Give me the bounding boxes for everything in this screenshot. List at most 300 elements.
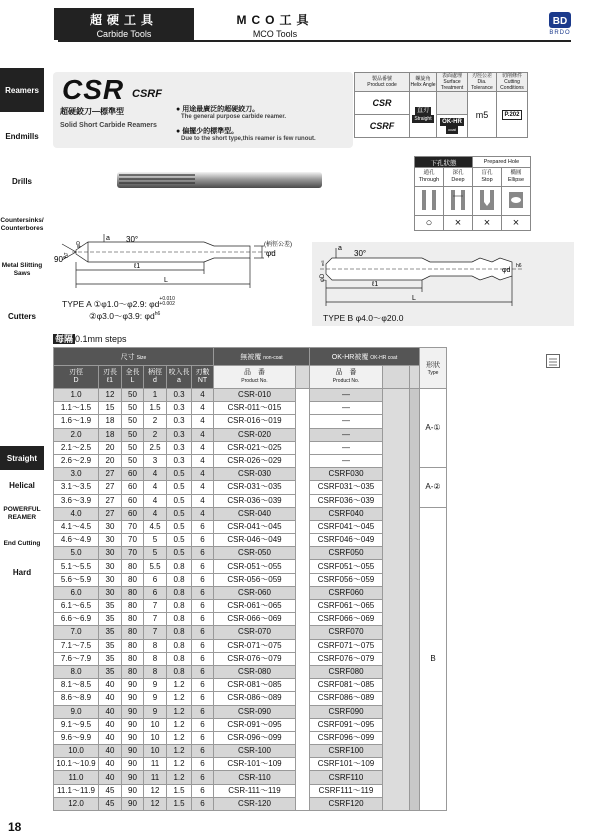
- cell-d: 4.5: [144, 520, 167, 533]
- cell-okhr-product: CSRF100: [310, 745, 383, 758]
- cell-okhr-product: —: [310, 415, 383, 428]
- reamer-photo: [115, 160, 325, 200]
- cell-nt: 4: [192, 389, 214, 402]
- cell-nt: 6: [192, 600, 214, 613]
- col-header-nt: 刃數 NT: [192, 366, 214, 389]
- cell-l: 70: [122, 520, 144, 533]
- okhr-header: OK-HR被覆 OK-HR coat: [310, 348, 420, 366]
- cell-d: 4: [144, 507, 167, 520]
- svg-text:h7: h7: [64, 252, 70, 258]
- tab-carbide-tools-en: Carbide Tools: [96, 29, 152, 39]
- sidebar-item-hard[interactable]: Hard: [12, 567, 32, 577]
- col-header-d: 柄徑 d: [144, 366, 167, 389]
- cell-d: 5.0: [54, 547, 99, 560]
- svg-text:φd: φd: [502, 267, 511, 274]
- cell-noncoat-product: CSR-076～079: [214, 652, 296, 665]
- cell-okhr-product: CSRF076～079: [310, 652, 383, 665]
- tab-mco-tools[interactable]: [200, 8, 350, 40]
- cell-a: 0.3: [167, 454, 192, 467]
- spec-header-code: 製品番號 Product code: [355, 73, 410, 92]
- cell-d: 1.1～1.5: [54, 402, 99, 415]
- cell-d: 8.0: [54, 665, 99, 678]
- cell-d: 7.1～7.5: [54, 639, 99, 652]
- brand-logo-icon: [548, 10, 572, 30]
- sidebar-item-slitting-saws[interactable]: Metal Slitting Saws: [1, 262, 43, 277]
- cell-d: 3.6～3.9: [54, 494, 99, 507]
- cell-noncoat-product: CSR-031～035: [214, 481, 296, 494]
- cell-l: 60: [122, 468, 144, 481]
- cell-a: 0.8: [167, 560, 192, 573]
- cell-l: 90: [122, 745, 144, 758]
- cell-noncoat-product: CSR-090: [214, 705, 296, 718]
- cell-a: 1.2: [167, 731, 192, 744]
- tab-carbide-tools-zh: 超硬工具: [89, 13, 158, 27]
- cell-noncoat-product: CSR-101～109: [214, 758, 296, 771]
- cell-okhr-product: CSRF066～069: [310, 613, 383, 626]
- cell-l1: 45: [99, 797, 122, 810]
- cell-a: 0.5: [167, 534, 192, 547]
- cell-a: 0.3: [167, 389, 192, 402]
- cell-okhr-product: CSRF110: [310, 771, 383, 784]
- cell-d: 1.6～1.9: [54, 415, 99, 428]
- cell-l1: 30: [99, 573, 122, 586]
- sidebar-item-reamers[interactable]: Reamers: [0, 68, 44, 112]
- cell-noncoat-product: CSR-110: [214, 771, 296, 784]
- cell-noncoat-product: CSR-030: [214, 468, 296, 481]
- cell-l: 80: [122, 626, 144, 639]
- brand-logo-text: BRDO: [549, 30, 571, 36]
- cell-l: 80: [122, 560, 144, 573]
- cell-l1: 35: [99, 626, 122, 639]
- product-title-zh: 超硬鉸刀—標準型: [60, 107, 124, 116]
- cell-d: 10: [144, 718, 167, 731]
- cell-noncoat-product: CSR-036～039: [214, 494, 296, 507]
- cell-l1: 40: [99, 758, 122, 771]
- cell-d: 12.0: [54, 797, 99, 810]
- cell-noncoat-product: CSR-096～099: [214, 731, 296, 744]
- hole-col-ellipse: 橢圓 Ellipse: [502, 168, 531, 187]
- cell-d: 7: [144, 613, 167, 626]
- cell-a: 0.5: [167, 468, 192, 481]
- cell-d: 2.6～2.9: [54, 454, 99, 467]
- cell-l: 50: [122, 428, 144, 441]
- svg-text:30°: 30°: [354, 249, 367, 258]
- svg-text:L: L: [164, 277, 168, 284]
- sidebar-item-helical[interactable]: Helical: [9, 480, 35, 490]
- cell-nt: 6: [192, 573, 214, 586]
- cell-a: 0.8: [167, 652, 192, 665]
- col-header-okhr-gap2: [410, 366, 420, 389]
- cell-l1: 15: [99, 402, 122, 415]
- cell-okhr-product: —: [310, 441, 383, 454]
- cell-d: 1.0: [54, 389, 99, 402]
- cell-okhr-product: CSRF061～065: [310, 600, 383, 613]
- cell-d: 4.6～4.9: [54, 534, 99, 547]
- svg-text:φD: φD: [320, 273, 326, 282]
- cell-l1: 40: [99, 679, 122, 692]
- cell-l1: 45: [99, 784, 122, 797]
- cell-okhr-product: —: [310, 389, 383, 402]
- cell-d: 10.1～10.9: [54, 758, 99, 771]
- deep-hole-icon: [444, 187, 473, 216]
- product-table: [53, 347, 447, 811]
- cell-okhr-product: CSRF036～039: [310, 494, 383, 507]
- drawing-type-a: [54, 232, 304, 298]
- cell-a: 1.5: [167, 784, 192, 797]
- cell-okhr-product: CSRF056～059: [310, 573, 383, 586]
- cell-d: 2: [144, 428, 167, 441]
- cell-d: 10: [144, 731, 167, 744]
- spec-surface-empty: [437, 92, 468, 115]
- col-header-noncoat-product: 品 番 Product No.: [214, 366, 296, 389]
- cell-l1: 30: [99, 586, 122, 599]
- cell-nt: 4: [192, 454, 214, 467]
- cell-d: 11: [144, 758, 167, 771]
- cell-l: 90: [122, 797, 144, 810]
- cell-noncoat-product: CSR-111～119: [214, 784, 296, 797]
- cell-d: 10: [144, 745, 167, 758]
- cell-nt: 6: [192, 692, 214, 705]
- cell-type: A-①: [420, 389, 447, 468]
- svg-text:ℓ1: ℓ1: [372, 281, 379, 288]
- cell-a: 0.8: [167, 665, 192, 678]
- feature-2: ● 偏擺少的標準型。 Due to the short type,this reamer is few runout.: [176, 128, 316, 142]
- cell-noncoat-product: CSR-016～019: [214, 415, 296, 428]
- cell-noncoat-product: CSR-010: [214, 389, 296, 402]
- cell-d: 2.5: [144, 441, 167, 454]
- cell-d: 2.0: [54, 428, 99, 441]
- cell-noncoat-product: CSR-046～049: [214, 534, 296, 547]
- cell-l1: 27: [99, 481, 122, 494]
- cell-noncoat-product: CSR-071～075: [214, 639, 296, 652]
- cell-noncoat-product: CSR-081～085: [214, 679, 296, 692]
- cell-okhr-product: CSRF090: [310, 705, 383, 718]
- col-header-a: 咬入長 a: [167, 366, 192, 389]
- cell-nt: 6: [192, 718, 214, 731]
- cell-l: 90: [122, 679, 144, 692]
- sidebar-item-countersinks[interactable]: Countersinks/ Counterbores: [0, 217, 44, 232]
- cell-d: 3: [144, 454, 167, 467]
- svg-text:m5: m5: [320, 260, 325, 266]
- cell-nt: 4: [192, 428, 214, 441]
- cell-okhr-product: —: [310, 428, 383, 441]
- cell-d: 7.6～7.9: [54, 652, 99, 665]
- cell-nt: 6: [192, 665, 214, 678]
- cell-nt: 6: [192, 560, 214, 573]
- cell-noncoat-product: CSR-056～059: [214, 573, 296, 586]
- cell-l: 90: [122, 784, 144, 797]
- cell-okhr-product: CSRF101～109: [310, 758, 383, 771]
- cell-a: 0.5: [167, 481, 192, 494]
- sidebar-item-cutters[interactable]: Cutters: [7, 311, 36, 321]
- cell-l: 90: [122, 718, 144, 731]
- cell-l1: 35: [99, 600, 122, 613]
- tab-carbide-tools[interactable]: [54, 8, 194, 40]
- cell-l: 70: [122, 534, 144, 547]
- hole-title-zh: 下孔狀態: [415, 157, 473, 168]
- cell-d: 11.0: [54, 771, 99, 784]
- spec-code-csrf: CSRF: [355, 115, 410, 138]
- cell-l: 50: [122, 402, 144, 415]
- cell-nt: 6: [192, 586, 214, 599]
- cell-noncoat-product: CSR-011～015: [214, 402, 296, 415]
- cell-l: 50: [122, 441, 144, 454]
- cell-a: 1.2: [167, 771, 192, 784]
- feature-1: ● 用途最廣泛的超硬絞刀。 The general purpose carbide reamer.: [176, 106, 287, 120]
- cell-okhr-product: CSRF091～095: [310, 718, 383, 731]
- spec-header-cutting: 切削條件 Cutting Conditions: [497, 73, 528, 92]
- cell-d: 10.0: [54, 745, 99, 758]
- cell-l1: 35: [99, 652, 122, 665]
- cell-nt: 4: [192, 441, 214, 454]
- tab-mco-tools-en: MCO Tools: [252, 29, 298, 39]
- cell-d: 9: [144, 679, 167, 692]
- col-header-noncoat-gap: [296, 366, 310, 389]
- spec-header-tolerance: 刃徑公差 Dia. Tolerance: [468, 73, 497, 92]
- sidebar-item-powerful-reamer[interactable]: POWERFUL REAMER: [3, 506, 41, 521]
- cell-okhr-product: —: [310, 454, 383, 467]
- cell-noncoat-product: CSR-100: [214, 745, 296, 758]
- col-header-l1: 刃長 ℓ1: [99, 366, 122, 389]
- cell-d: 8: [144, 652, 167, 665]
- cell-a: 1.2: [167, 758, 192, 771]
- cell-okhr-product: CSRF071～075: [310, 639, 383, 652]
- cell-a: 1.2: [167, 718, 192, 731]
- cell-nt: 6: [192, 613, 214, 626]
- tab-mco-tools-zh: MCO工具: [236, 13, 314, 27]
- cell-a: 0.5: [167, 494, 192, 507]
- cell-okhr-product: CSRF051～055: [310, 560, 383, 573]
- cell-l: 70: [122, 547, 144, 560]
- cell-nt: 6: [192, 797, 214, 810]
- col-header-D: 刃徑 D: [54, 366, 99, 389]
- cell-d: 7: [144, 626, 167, 639]
- cell-d: 3.1～3.5: [54, 481, 99, 494]
- cell-a: 0.3: [167, 402, 192, 415]
- cell-noncoat-product: CSR-060: [214, 586, 296, 599]
- cell-l: 80: [122, 586, 144, 599]
- ellipse-hole-icon: [502, 187, 531, 216]
- cell-l: 80: [122, 665, 144, 678]
- cell-d: 9: [144, 692, 167, 705]
- cell-l: 80: [122, 600, 144, 613]
- cell-d: 4: [144, 468, 167, 481]
- cell-l1: 27: [99, 494, 122, 507]
- cell-noncoat-product: CSR-021～025: [214, 441, 296, 454]
- cell-noncoat-product: CSR-091～095: [214, 718, 296, 731]
- cell-okhr-product: CSRF080: [310, 665, 383, 678]
- cell-a: 1.2: [167, 692, 192, 705]
- cell-l: 90: [122, 771, 144, 784]
- cell-d: 8.6～8.9: [54, 692, 99, 705]
- col-header-L: 全長 L: [122, 366, 144, 389]
- cell-l: 90: [122, 731, 144, 744]
- cell-nt: 4: [192, 481, 214, 494]
- cell-l1: 40: [99, 771, 122, 784]
- cell-a: 0.3: [167, 415, 192, 428]
- cell-d: 2.1～2.5: [54, 441, 99, 454]
- hole-mark-through: ○: [415, 216, 444, 231]
- product-title-en: Solid Short Carbide Reamers: [60, 122, 157, 129]
- cell-okhr-product: CSRF060: [310, 586, 383, 599]
- table-view-icon[interactable]: [546, 354, 560, 368]
- cell-d: 12: [144, 784, 167, 797]
- cell-nt: 4: [192, 468, 214, 481]
- cell-nt: 6: [192, 731, 214, 744]
- cell-d: 5.5: [144, 560, 167, 573]
- spec-header-helix: 螺旋角 Helix Angle: [410, 73, 437, 92]
- cell-l: 80: [122, 639, 144, 652]
- col-header-okhr-gap1: [383, 366, 410, 389]
- table-row: [54, 389, 447, 402]
- cell-d: 5: [144, 534, 167, 547]
- cell-d: 9.6～9.9: [54, 731, 99, 744]
- cell-l1: 18: [99, 415, 122, 428]
- cell-type: B: [420, 507, 447, 810]
- hole-col-stop: 盲孔 Stop: [473, 168, 502, 187]
- spec-surface-okhr: OK-HR coat: [437, 115, 468, 138]
- cell-d: 4.1～4.5: [54, 520, 99, 533]
- hole-col-deep: 深孔 Deep: [444, 168, 473, 187]
- cell-noncoat-product: CSR-086～089: [214, 692, 296, 705]
- cell-nt: 6: [192, 652, 214, 665]
- svg-text:(柄徑公差): (柄徑公差): [264, 242, 292, 248]
- cell-d: 5.1～5.5: [54, 560, 99, 573]
- cell-d: 11: [144, 771, 167, 784]
- cell-okhr-product: CSRF081～085: [310, 679, 383, 692]
- product-code-big: CSR: [62, 74, 125, 105]
- cell-l: 80: [122, 573, 144, 586]
- cell-l1: 40: [99, 705, 122, 718]
- cell-l1: 20: [99, 454, 122, 467]
- through-hole-icon: [415, 187, 444, 216]
- cell-d: 8: [144, 665, 167, 678]
- hole-mark-stop: ×: [473, 216, 502, 231]
- cell-d: 12: [144, 797, 167, 810]
- cell-l1: 35: [99, 639, 122, 652]
- cell-l1: 35: [99, 665, 122, 678]
- svg-text:φd: φd: [266, 249, 276, 258]
- cell-a: 1.2: [167, 745, 192, 758]
- cell-nt: 4: [192, 494, 214, 507]
- cell-nt: 6: [192, 771, 214, 784]
- cell-nt: 6: [192, 547, 214, 560]
- cell-okhr-product: CSRF096～099: [310, 731, 383, 744]
- sidebar-item-end-cutting[interactable]: End Cutting: [3, 540, 41, 547]
- svg-text:φD: φD: [76, 241, 82, 248]
- svg-text:ℓ1: ℓ1: [134, 263, 141, 270]
- sidebar-item-drills[interactable]: Drills: [11, 176, 32, 186]
- cell-nt: 6: [192, 639, 214, 652]
- cell-a: 0.5: [167, 507, 192, 520]
- svg-text:a: a: [106, 235, 110, 242]
- cell-d: 8.1～8.5: [54, 679, 99, 692]
- cell-d: 6.0: [54, 586, 99, 599]
- cell-noncoat-product: CSR-041～045: [214, 520, 296, 533]
- cell-l1: 30: [99, 560, 122, 573]
- cell-a: 0.3: [167, 441, 192, 454]
- cell-a: 0.8: [167, 586, 192, 599]
- cell-a: 0.5: [167, 547, 192, 560]
- header-divider: [58, 40, 571, 42]
- cell-l1: 35: [99, 613, 122, 626]
- sidebar-item-endmills[interactable]: Endmills: [5, 131, 39, 141]
- cell-a: 0.8: [167, 639, 192, 652]
- cell-a: 0.8: [167, 613, 192, 626]
- svg-text:30°: 30°: [126, 235, 139, 244]
- spec-header-surface: 表面處理 Surface Treatment: [437, 73, 468, 92]
- cell-l: 90: [122, 692, 144, 705]
- cell-a: 0.8: [167, 600, 192, 613]
- cell-nt: 6: [192, 784, 214, 797]
- cell-d: 7: [144, 600, 167, 613]
- cell-okhr-product: CSRF046～049: [310, 534, 383, 547]
- cell-a: 0.3: [167, 428, 192, 441]
- sidebar-item-straight[interactable]: Straight: [0, 446, 44, 470]
- cell-noncoat-product: CSR-070: [214, 626, 296, 639]
- brand-logo: [546, 10, 574, 40]
- cell-l: 50: [122, 389, 144, 402]
- cell-a: 0.8: [167, 573, 192, 586]
- cell-l: 90: [122, 705, 144, 718]
- noncoat-header: 無被覆 non-coat: [214, 348, 310, 366]
- cell-d: 9.0: [54, 705, 99, 718]
- cell-l: 80: [122, 613, 144, 626]
- cell-d: 4: [144, 481, 167, 494]
- spec-code-csr: CSR: [355, 92, 410, 115]
- cell-d: 5: [144, 547, 167, 560]
- size-header: 尺寸 Size: [54, 348, 214, 366]
- cell-l1: 12: [99, 389, 122, 402]
- okhr-gap-column-1: [383, 389, 410, 811]
- hole-title-en: Prepared Hole: [473, 157, 531, 168]
- type-header: 形狀 Type: [420, 348, 447, 389]
- cell-noncoat-product: CSR-051～055: [214, 560, 296, 573]
- prepared-hole-table: [414, 156, 531, 231]
- svg-text:90°: 90°: [54, 255, 67, 264]
- cell-d: 3.0: [54, 468, 99, 481]
- svg-text:h6: h6: [516, 263, 522, 269]
- cell-d: 4.0: [54, 507, 99, 520]
- cell-l1: 40: [99, 718, 122, 731]
- cell-nt: 6: [192, 745, 214, 758]
- step-label: 每隔 0.1mm steps: [55, 334, 127, 344]
- cell-okhr-product: —: [310, 402, 383, 415]
- cell-l: 60: [122, 494, 144, 507]
- cell-l1: 40: [99, 731, 122, 744]
- cell-l: 90: [122, 758, 144, 771]
- type-a-range2: ②φ3.0～φ3.9: $\varphi d^{h6}$: [89, 311, 161, 321]
- cell-noncoat-product: CSR-120: [214, 797, 296, 810]
- cell-d: 11.1～11.9: [54, 784, 99, 797]
- cell-okhr-product: CSRF031～035: [310, 481, 383, 494]
- cell-nt: 6: [192, 534, 214, 547]
- cell-okhr-product: CSRF086～089: [310, 692, 383, 705]
- cell-noncoat-product: CSR-061～065: [214, 600, 296, 613]
- cell-noncoat-product: CSR-080: [214, 665, 296, 678]
- cell-d: 9.1～9.5: [54, 718, 99, 731]
- cell-l1: 30: [99, 547, 122, 560]
- hole-mark-ellipse: ×: [502, 216, 531, 231]
- cell-d: 8: [144, 639, 167, 652]
- cell-d: 2: [144, 415, 167, 428]
- cell-d: 9: [144, 705, 167, 718]
- cell-okhr-product: CSRF070: [310, 626, 383, 639]
- cell-nt: 6: [192, 758, 214, 771]
- cell-l: 60: [122, 481, 144, 494]
- cell-okhr-product: CSRF030: [310, 468, 383, 481]
- hole-col-through: 通孔 Through: [415, 168, 444, 187]
